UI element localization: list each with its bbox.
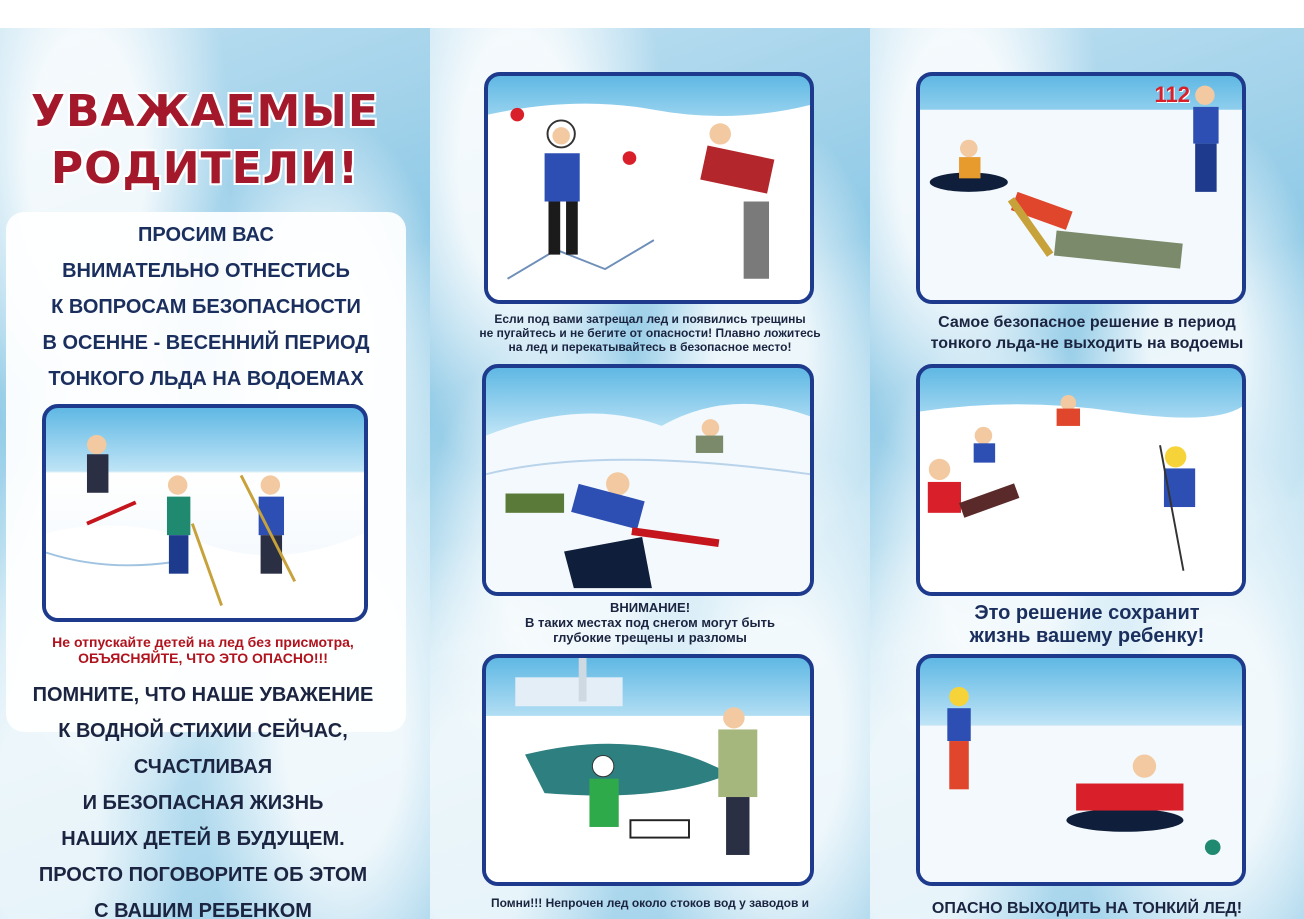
caption-factory-outflow: Помни!!! Непрочен лед около стоков вод у заводов и bbox=[490, 896, 810, 910]
memo-line: ПОМНИТЕ, ЧТО НАШЕ УВАЖЕНИЕ bbox=[32, 684, 374, 706]
caption-hidden-cracks bbox=[430, 600, 870, 645]
caption-thin-ice-danger: ОПАСНО ВЫХОДИТЬ НА ТОНКИЙ ЛЕД! bbox=[931, 900, 1243, 917]
memo-line: СЧАСТЛИВАЯ bbox=[133, 756, 273, 778]
caption-line: ВНИМАНИЕ! bbox=[609, 600, 691, 615]
warning-line: Не отпускайте детей на лед без присмотра, bbox=[52, 634, 354, 650]
left-panel bbox=[0, 28, 430, 919]
thin-ice-danger-drawing bbox=[920, 658, 1242, 882]
kids-winter-play-drawing bbox=[46, 408, 364, 618]
memo-line: К ВОДНОЙ СТИХИИ СЕЙЧАС, bbox=[58, 720, 348, 742]
illustration-kids-winter-play bbox=[42, 404, 368, 622]
intro-line: В ОСЕННЕ - ВЕСЕННИЙ ПЕРИОД bbox=[42, 332, 370, 354]
cracking-ice-drawing bbox=[488, 76, 810, 300]
intro-line: ПРОСИМ ВАС bbox=[138, 224, 274, 246]
caption-line: тонкого льда-не выходить на водоемы bbox=[930, 335, 1244, 352]
caption-cracking-ice bbox=[430, 312, 870, 354]
caption-line: не пугайтесь и не бегите от опасности! Плавно ложитесь bbox=[479, 326, 821, 340]
caption-line: Самое безопасное решение в период bbox=[938, 314, 1236, 331]
title-line-1: УВАЖАЕМЫЕ bbox=[31, 86, 379, 137]
intro-line: К ВОПРОСАМ БЕЗОПАСНОСТИ bbox=[51, 296, 361, 318]
memo-line: И БЕЗОПАСНАЯ ЖИЗНЬ bbox=[82, 792, 324, 814]
caption-line: Если под вами затрещал лед и появились трещины bbox=[494, 312, 806, 326]
caption-line: В таких местах под снегом могут быть bbox=[525, 615, 775, 630]
illustration-thin-ice-danger bbox=[916, 654, 1246, 886]
caption-safest-decision bbox=[870, 312, 1304, 354]
memo-line: ПРОСТО ПОГОВОРИТЕ ОБ ЭТОМ bbox=[38, 864, 368, 886]
intro-line: ВНИМАТЕЛЬНО ОТНЕСТИСЬ bbox=[62, 260, 350, 282]
illustration-kids-on-ice bbox=[916, 364, 1246, 596]
caption-saves-life-line: жизнь вашему ребенку! bbox=[969, 625, 1205, 647]
caption-saves-life-line: Это решение сохранит bbox=[974, 602, 1200, 624]
caption-line: на лед и перекатывайтесь в безопасное место! bbox=[508, 340, 792, 354]
factory-outflow-drawing bbox=[486, 658, 810, 882]
intro-line: ТОНКОГО ЛЬДА НА ВОДОЕМАХ bbox=[48, 368, 364, 390]
hidden-cracks-drawing bbox=[486, 368, 810, 592]
middle-panel bbox=[430, 28, 870, 919]
illustration-ice-rescue bbox=[916, 72, 1246, 304]
right-panel bbox=[870, 28, 1304, 919]
emergency-number-badge: 112 bbox=[1154, 82, 1190, 107]
illustration-factory-outflow bbox=[482, 654, 814, 886]
caption-line: глубокие трещены и разломы bbox=[553, 630, 747, 645]
title-line-2: РОДИТЕЛИ! bbox=[50, 143, 360, 194]
warning-line: ОБЪЯСНЯЙТЕ, ЧТО ЭТО ОПАСНО!!! bbox=[78, 650, 328, 666]
ice-rescue-drawing bbox=[920, 76, 1242, 300]
kids-on-ice-drawing bbox=[920, 368, 1242, 592]
memo-line: НАШИХ ДЕТЕЙ В БУДУЩЕМ. bbox=[61, 828, 345, 850]
memo-line: С ВАШИМ РЕБЕНКОМ bbox=[94, 900, 312, 919]
illustration-hidden-cracks bbox=[482, 364, 814, 596]
illustration-cracking-ice bbox=[484, 72, 814, 304]
